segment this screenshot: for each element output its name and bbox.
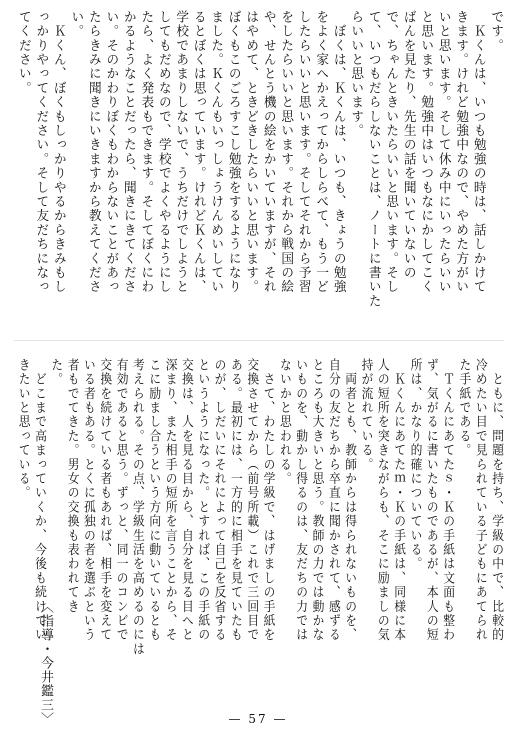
text-column: で、ちゃんときいたらいいと思います。そし: [383, 10, 399, 294]
text-column: ともに、問題を持ち、学級の中で、比較的: [489, 358, 504, 642]
text-column: ところも大きいと思う。教師の力では動かな: [309, 358, 324, 642]
text-column: さて、わたしの学級で、はげましの手紙を: [260, 358, 275, 642]
text-column: らいいと思います。: [348, 10, 364, 138]
text-column: ないかと思われる。: [277, 358, 291, 486]
upper-text-block: [14, 10, 504, 322]
text-column: た手紙である。: [456, 358, 471, 458]
text-column: ある。最初には、一方的に相手を見ていたも: [228, 358, 242, 642]
text-column: や、せんとう機の絵をかいていますが、それ: [261, 10, 276, 294]
text-column: ぼくもこのごろすこし勉強をするようになり: [226, 10, 241, 294]
text-column: いと思います。そして休み中にいったらいい: [435, 10, 451, 294]
text-column: ました。Ｋくんもいっしょうけんめいしてい: [208, 10, 224, 294]
text-column: きたいと思っている。: [16, 358, 30, 500]
author-credit: 〈指導・今井鑑三〉: [38, 600, 53, 726]
text-column: Ｔくんにあてたｓ・Ｋの手紙は文面も整わ: [440, 358, 455, 642]
text-column: 持が流れている。: [358, 358, 373, 472]
text-column: はやめて、ときどきしたらいいと思います。: [243, 10, 259, 294]
text-column: ばんを見たり、先生の話を聞いていないの: [400, 10, 416, 280]
text-column: をしたらいいと思います。それから戦国の絵: [278, 10, 294, 294]
lower-text-block: [14, 358, 504, 688]
text-column: 者もでてきた。男女の交換も表われてき: [65, 358, 79, 614]
text-column: い。: [68, 10, 84, 39]
text-column: 交換を続けている者もあれば、相手を変えて: [97, 358, 112, 642]
text-column: 冷めたい目で見られている子どもにあてられ: [473, 358, 487, 642]
text-column: と思います。勉強中はいつもなにかしてこく: [418, 10, 434, 294]
text-column: きます。けれど勉強中なので、やめた方がい: [453, 10, 469, 294]
text-column: 深まり、また相手の短所を言うことから、そ: [162, 358, 177, 642]
text-column: いる者もある。とくに孤独の者を選ぶという: [81, 358, 95, 642]
text-column: Ｋくんにあてたｍ・Ｋの手紙は、同様に本: [391, 358, 406, 642]
text-column: 考えられる。その点、学級生活を高めるのには: [130, 358, 144, 657]
text-column: た。: [48, 358, 63, 387]
page-number: — 57 —: [228, 712, 288, 726]
text-column: してもだめなので、学校でよくやるようにし: [156, 10, 171, 294]
text-column: どこまで高まっていくか、今後も続けてい: [32, 358, 46, 642]
text-column: てください。: [16, 10, 31, 96]
text-column: たら、よく発表もできます。そしてぼくにわ: [138, 10, 154, 294]
text-column: 自分の友だちから卒直に聞かされて、感ずる: [326, 358, 340, 642]
text-column: です。: [488, 10, 504, 53]
text-column: 交換は、人を見る目から、自分を見る目へと: [179, 358, 193, 642]
text-column: 有効であると思う。ずっと、同一のコンビで: [113, 358, 128, 642]
text-column: Ｋくん、ぼくもしっかりやるからきみもし: [51, 10, 66, 294]
text-column: のが、しだいにそれによって自己を反省する: [211, 358, 226, 642]
text-column: て、いつもだらしないことは、ノートに書いた: [365, 10, 381, 309]
text-column: というようになった。とすれば、この手紙の: [195, 358, 210, 642]
text-column: ぼくは、Ｋくんは、いつも、きょうの勉強: [330, 10, 346, 294]
text-column: い。そのかわりぼくもわからないことがあっ: [103, 10, 119, 294]
text-column: 交換させてから（前号所載）これで三回目で: [244, 358, 259, 642]
section-divider: [14, 340, 504, 341]
text-column: 学校であまりしないで、うちだけでしようと: [173, 10, 189, 294]
text-column: るとぼくは思っています。けれどＫくんは、: [191, 10, 206, 294]
text-column: 人の短所を突きながらも、そこに励ましの気: [375, 358, 389, 642]
text-column: こに励まし合うという方向に動いているとも: [146, 358, 161, 642]
text-column: かるようなことだったら、聞きにきてくださ: [121, 10, 136, 294]
text-column: ず、気がるに書いたものであるが、本人の短: [424, 358, 438, 642]
text-column: をよく家へかえってからしらべて、もう一ど: [313, 10, 329, 294]
text-column: っかりやってください。そして友だちになっ: [33, 10, 49, 294]
text-column: Ｋくんは、いつも勉強の時は、話しかけて: [470, 10, 486, 294]
text-column: 所は、かなり的確についている。: [407, 358, 422, 571]
text-column: したらいいと思います。そしてそれから予習: [295, 10, 311, 294]
text-column: 両者とも、教師からは得られないものを、: [342, 358, 357, 642]
text-column: たらきみに聞きにいきますから教えてくださ: [86, 10, 101, 294]
text-column: いものを、動かし得るのは、友だちの力では: [293, 358, 308, 642]
